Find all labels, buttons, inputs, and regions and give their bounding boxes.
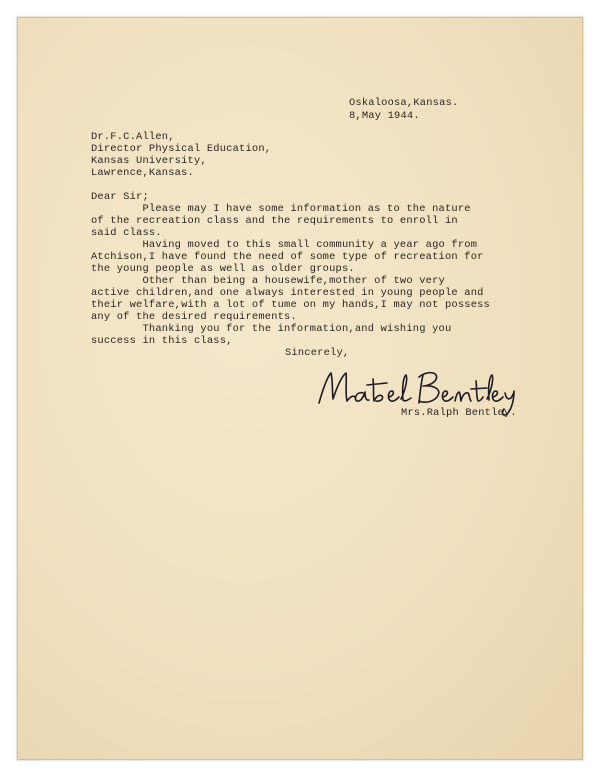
letter-page	[17, 17, 583, 760]
body-line-7: Other than being a housewife,mother of two very	[91, 275, 445, 287]
recipient-line-4: Lawrence,Kansas.	[91, 167, 194, 179]
letter-date: 8,May 1944.	[349, 110, 420, 122]
recipient-line-1: Dr.F.C.Allen,	[91, 131, 175, 143]
body-line-10: any of the desired requirements.	[91, 311, 297, 323]
recipient-line-2: Director Physical Education,	[91, 143, 272, 155]
body-line-11: Thanking you for the information,and wishing you	[91, 323, 452, 335]
signer-name: Mrs.Ralph Bentley.	[401, 407, 517, 419]
recipient-line-3: Kansas University,	[91, 155, 207, 167]
body-line-12: success in this class,	[91, 335, 233, 347]
salutation: Dear Sir;	[91, 191, 149, 203]
body-line-4: Having moved to this small community a year ago from	[91, 239, 478, 251]
body-line-5: Atchison,I have found the need of some type of recreation for	[91, 251, 484, 263]
sender-place: Oskaloosa,Kansas.	[349, 97, 459, 109]
body-line-3: said class.	[91, 227, 162, 239]
body-line-2: of the recreation class and the requirements to enroll in	[91, 215, 458, 227]
closing: Sincerely,	[285, 347, 350, 359]
body-line-8: active children,and one always interested in young people and	[91, 287, 484, 299]
body-line-6: the young people as well as older groups.	[91, 263, 355, 275]
body-line-1: Please may I have some information as to the nature	[91, 203, 471, 215]
body-line-9: their welfare,with a lot of tume on my hands,I may not possess	[91, 299, 490, 311]
